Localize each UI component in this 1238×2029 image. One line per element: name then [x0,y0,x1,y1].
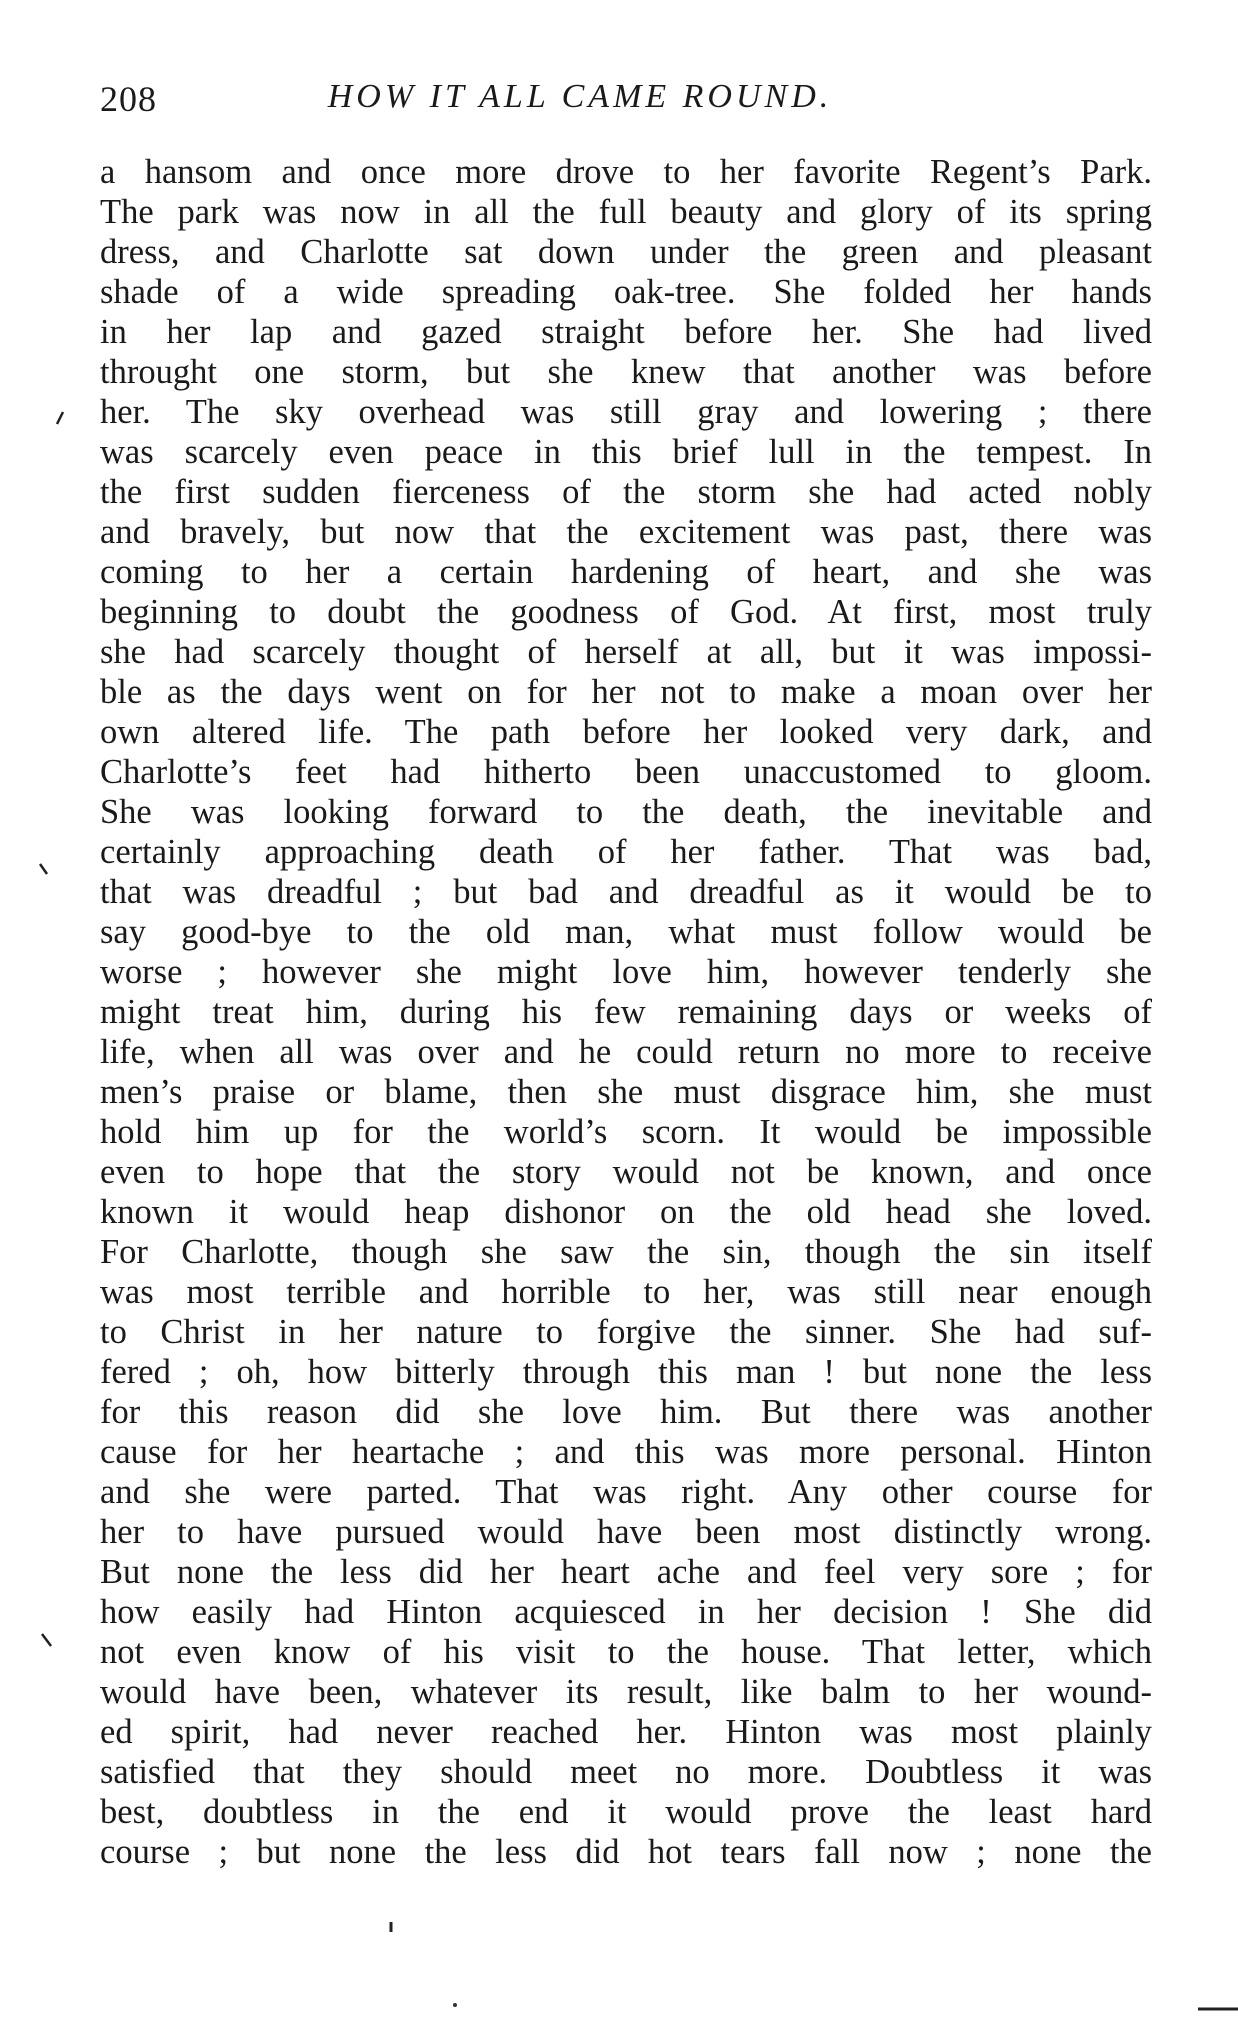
text-line: for this reason did she love him. But there was another [100,1393,1152,1431]
running-head [100,78,1140,128]
running-title: HOW IT ALL CAME ROUND. [327,78,833,115]
text-line: known it would heap dishonor on the old head she loved. [100,1193,1152,1231]
text-line: coming to her a certain hardening of heart, and she was [100,553,1152,591]
page-number: 208 [100,79,157,119]
scan-mark [40,1632,54,1648]
text-line: certainly approaching death of her father. That was bad, [100,833,1152,871]
text-line: hold him up for the world’s scorn. It would be impossible [100,1113,1152,1151]
text-line: was scarcely even peace in this brief lull in the tempest. In [100,433,1152,471]
text-line: that was dreadful ; but bad and dreadful as it would be to [100,873,1152,911]
text-line: She was looking forward to the death, the inevitable and [100,793,1152,831]
text-line: dress, and Charlotte sat down under the green and pleasant [100,233,1152,271]
body-text [100,152,1152,1872]
text-line: For Charlotte, though she saw the sin, though the sin itself [100,1233,1152,1271]
scan-mark [1198,2006,1238,2012]
text-line: throught one storm, but she knew that another was before [100,353,1152,391]
text-line: and bravely, but now that the excitement was past, there was [100,513,1152,551]
text-line: men’s praise or blame, then she must disgrace him, she must [100,1073,1152,1111]
text-line: satisfied that they should meet no more. Doubtless it was [100,1753,1152,1791]
text-line: ble as the days went on for her not to make a moan over her [100,673,1152,711]
text-line: her to have pursued would have been most distinctly wrong. [100,1513,1152,1551]
text-line: fered ; oh, how bitterly through this man ! but none the less [100,1353,1152,1391]
text-line: The park was now in all the full beauty and glory of its spring [100,193,1152,231]
text-line: shade of a wide spreading oak-tree. She folded her hands [100,273,1152,311]
text-line: in her lap and gazed straight before her. She had lived [100,313,1152,351]
text-line: and she were parted. That was right. Any other course for [100,1473,1152,1511]
text-line: beginning to doubt the goodness of God. At first, most truly [100,593,1152,631]
text-line: cause for her heartache ; and this was more personal. Hinton [100,1433,1152,1471]
text-line: her. The sky overhead was still gray and lowering ; there [100,393,1152,431]
text-line: ed spirit, had never reached her. Hinton was most plainly [100,1713,1152,1751]
scan-mark [38,862,50,876]
text-line: worse ; however she might love him, however tenderly she [100,953,1152,991]
scan-mark [452,2002,458,2008]
text-line: best, doubtless in the end it would prove the least hard [100,1793,1152,1831]
text-line: she had scarcely thought of herself at all, but it was impossi- [100,633,1152,671]
text-line: not even know of his visit to the house. That letter, which [100,1633,1152,1671]
text-line: course ; but none the less did hot tears fall now ; none the [100,1833,1152,1871]
text-line: Charlotte’s feet had hitherto been unaccustomed to gloom. [100,753,1152,791]
text-line: to Christ in her nature to forgive the sinner. She had suf- [100,1313,1152,1351]
text-line: But none the less did her heart ache and feel very sore ; for [100,1553,1152,1591]
text-line: a hansom and once more drove to her favorite Regent’s Park. [100,153,1152,191]
scan-mark [54,410,66,426]
scan-mark [387,1920,395,1934]
text-line: own altered life. The path before her looked very dark, and [100,713,1152,751]
text-line: might treat him, during his few remaining days or weeks of [100,993,1152,1031]
text-line: even to hope that the story would not be known, and once [100,1153,1152,1191]
text-line: would have been, whatever its result, like balm to her wound- [100,1673,1152,1711]
text-line: say good-bye to the old man, what must follow would be [100,913,1152,951]
text-line: the first sudden fierceness of the storm she had acted nobly [100,473,1152,511]
text-line: how easily had Hinton acquiesced in her decision ! She did [100,1593,1152,1631]
text-line: was most terrible and horrible to her, was still near enough [100,1273,1152,1311]
text-line: life, when all was over and he could return no more to receive [100,1033,1152,1071]
